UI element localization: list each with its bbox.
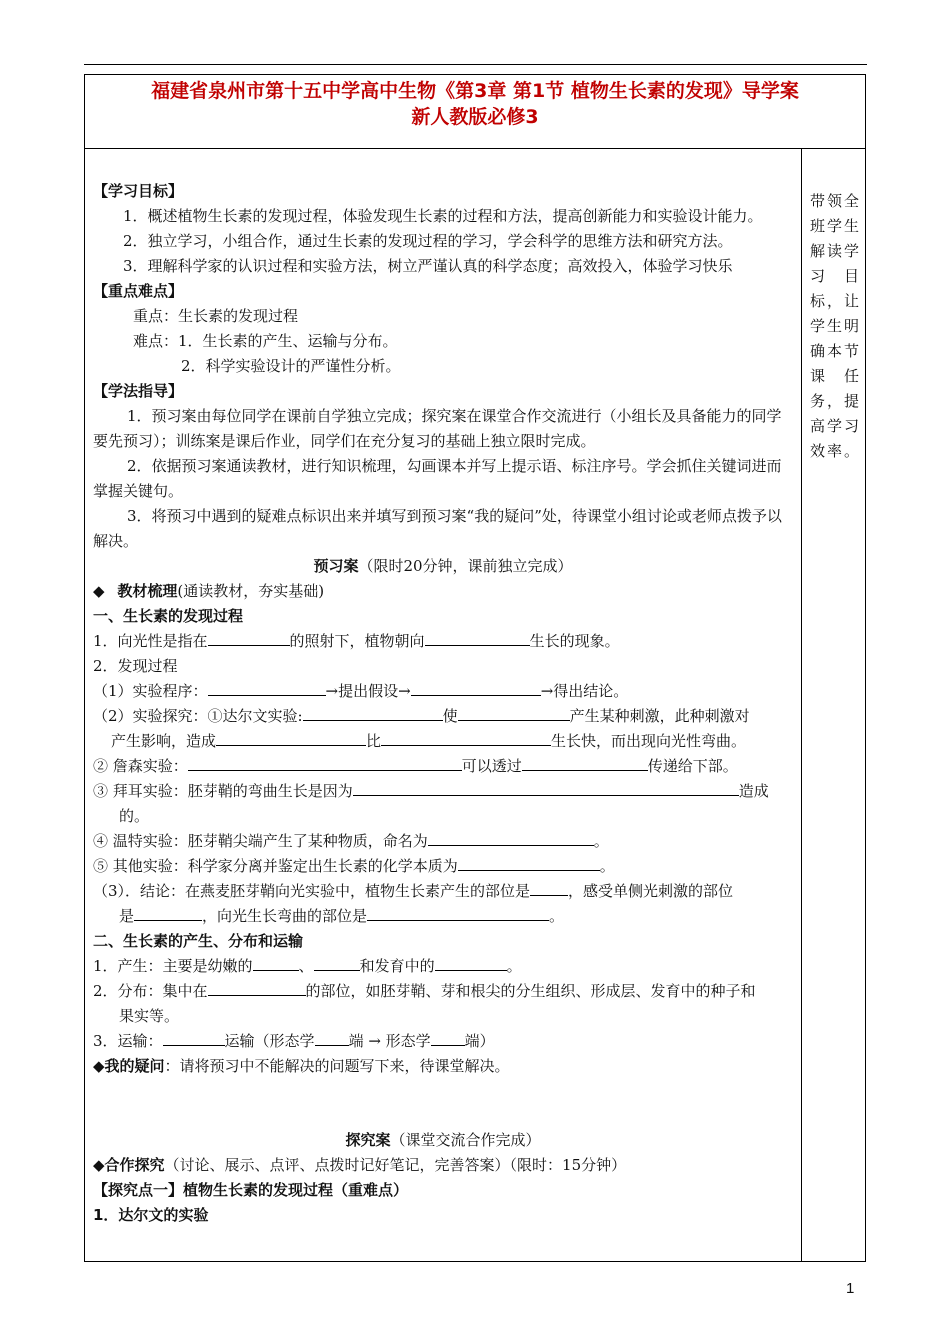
question-2-2	[93, 704, 793, 729]
title-area	[85, 75, 865, 149]
transport-line	[93, 1029, 793, 1054]
answer-blank[interactable]	[522, 754, 648, 771]
conclusion-text-b: ，感受单侧光刺激的部位	[568, 882, 734, 900]
my-doubt-line	[93, 1054, 793, 1079]
question-conclusion	[93, 879, 793, 904]
q2-2-text-f: 生长快，而出现向光性弯曲。	[551, 732, 747, 750]
conclusion-text-d: ，向光生长弯曲的部位是	[202, 907, 368, 925]
q2-2-text-c: 产生某种刺激，此种刺激对	[569, 707, 750, 725]
answer-blank[interactable]	[314, 954, 360, 971]
answer-blank[interactable]	[431, 1029, 465, 1046]
keypoints-heading: 【重点难点】	[93, 282, 184, 300]
other-text-a: ⑤ 其他实验：科学家分离并鉴定出生长素的化学本质为	[93, 857, 458, 875]
q2-2-text-a: （2）实验探究：①达尔文实验:	[93, 707, 303, 725]
production-text-d: 。	[506, 957, 522, 975]
coop-note: （讨论、展示、点评、点拨时记好笔记，完善答案）（限时：15分钟）	[164, 1156, 627, 1174]
answer-blank[interactable]	[315, 1029, 349, 1046]
answer-blank[interactable]	[253, 954, 299, 971]
q2-2-text-b: 使	[442, 707, 458, 725]
q2-1-text-a: （1）实验程序：	[93, 682, 208, 700]
question-jensen	[93, 754, 793, 779]
q2-2-text-d: 产生影响，造成	[111, 732, 217, 750]
answer-blank[interactable]	[367, 904, 549, 921]
question-2-1	[93, 679, 793, 704]
production-line	[93, 954, 793, 979]
question-other	[93, 854, 793, 879]
transport-text-b: 运输（形态学	[224, 1032, 315, 1050]
jensen-text-a: ② 詹森实验：	[93, 757, 188, 775]
answer-blank[interactable]	[134, 904, 202, 921]
question-paal-cont: 的。	[119, 807, 150, 825]
distribution-line-cont: 果实等。	[119, 1007, 180, 1025]
goal-2: 2．独立学习，小组合作，通过生长素的发现过程的学习，学会科学的思维方法和研究方法。	[123, 232, 733, 250]
difficulty-2: 2．科学实验设计的严谨性分析。	[181, 357, 401, 375]
main-content	[85, 149, 802, 1261]
goal-3: 3．理解科学家的认识过程和实验方法，树立严谨认真的科学态度；高效投入，体验学习快乐	[123, 257, 733, 275]
question-went	[93, 829, 793, 854]
q1-text-b: 的照射下，植物朝向	[289, 632, 425, 650]
answer-blank[interactable]	[458, 704, 570, 721]
question-conclusion-cont	[93, 904, 793, 929]
conclusion-text-c: 是	[119, 907, 135, 925]
paal-text-b: 造成	[738, 782, 769, 800]
answer-blank[interactable]	[208, 679, 326, 696]
preview-title-note: （限时20分钟，课前独立完成）	[358, 557, 573, 575]
answer-blank[interactable]	[428, 829, 594, 846]
answer-blank[interactable]	[208, 979, 306, 996]
teacher-side-note: 带领全班学生解读学习目标，让学生明确本节课任务，提高学习效率。	[810, 192, 859, 460]
distribution-text-a: 2．分布：集中在	[93, 982, 208, 1000]
answer-blank[interactable]	[425, 629, 530, 646]
diamond-bullet-icon: ◆	[93, 582, 105, 600]
coop-line	[93, 1153, 793, 1178]
document-title: 福建省泉州市第十五中学高中生物《第3章 第1节 植物生长素的发现》导学案	[151, 80, 799, 102]
difficulty-1: 难点：1．生长素的产生、运输与分布。	[133, 332, 398, 350]
went-text-a: ④ 温特实验：胚芽鞘尖端产生了某种物质，命名为	[93, 832, 428, 850]
transport-text-d: 端）	[464, 1032, 495, 1050]
answer-blank[interactable]	[303, 704, 443, 721]
preview-title	[93, 554, 793, 579]
goal-1: 1．概述植物生长素的发现过程，体验发现生长素的过程和方法，提高创新能力和实验设计能力。	[123, 207, 763, 225]
distribution-line	[93, 979, 793, 1004]
answer-blank[interactable]	[188, 754, 462, 771]
answer-blank[interactable]	[163, 1029, 225, 1046]
answer-blank[interactable]	[208, 629, 290, 646]
paal-text-a: ③ 拜耳实验：胚芽鞘的弯曲生长是因为	[93, 782, 353, 800]
explore-point-1: 【探究点一】植物生长素的发现过程（重难点）	[93, 1181, 409, 1199]
went-text-b: 。	[593, 832, 609, 850]
other-text-b: 。	[599, 857, 615, 875]
production-text-b: 、	[298, 957, 314, 975]
q1-text-a: 1．向光性是指在	[93, 632, 208, 650]
section-2-heading: 二、生长素的产生、分布和运输	[93, 932, 304, 950]
production-text-a: 1．产生：主要是幼嫩的	[93, 957, 253, 975]
answer-blank[interactable]	[353, 779, 739, 796]
answer-blank[interactable]	[411, 679, 541, 696]
header-rule	[84, 64, 867, 65]
question-2: 2．发现过程	[93, 657, 178, 675]
document-frame	[84, 74, 866, 1262]
method-heading: 【学法指导】	[93, 382, 184, 400]
jensen-text-b: 可以透过	[461, 757, 522, 775]
explore-title	[93, 1128, 793, 1153]
method-3: 3．将预习中遇到的疑难点标识出来并填写到预习案“我的疑问”处，待课堂小组讨论或老师点拨予以解决。	[93, 507, 782, 550]
page-number: 1	[846, 1280, 855, 1297]
my-doubt-label: ◆我的疑问	[93, 1057, 165, 1075]
question-paal	[93, 779, 793, 804]
answer-blank[interactable]	[458, 854, 600, 871]
textbook-label: 教材梳理	[117, 582, 178, 600]
preview-title-text: 预习案	[313, 557, 359, 575]
q2-1-text-b: →提出假设→	[325, 682, 411, 700]
document-subtitle: 新人教版必修3	[411, 106, 539, 128]
goals-heading: 【学习目标】	[93, 182, 184, 200]
textbook-line	[93, 579, 793, 604]
answer-blank[interactable]	[530, 879, 568, 896]
conclusion-text-e: 。	[549, 907, 565, 925]
question-2-2-cont	[93, 729, 793, 754]
q1-text-c: 生长的现象。	[529, 632, 620, 650]
conclusion-text-a: （3）．结论：在燕麦胚芽鞘向光实验中，植物生长素产生的部位是	[93, 882, 531, 900]
doubt-answer-space[interactable]	[93, 1079, 793, 1128]
explore-title-note: （课堂交流合作完成）	[390, 1131, 541, 1149]
distribution-text-b: 的部位，如胚芽鞘、芽和根尖的分生组织、形成层、发育中的种子和	[305, 982, 756, 1000]
explore-item-1: 1．达尔文的实验	[93, 1206, 209, 1224]
section-1-heading: 一、生长素的发现过程	[93, 607, 244, 625]
key-point: 重点：生长素的发现过程	[133, 307, 299, 325]
my-doubt-text: ：请将预习中不能解决的问题写下来，待课堂解决。	[164, 1057, 510, 1075]
production-text-c: 和发育中的	[359, 957, 435, 975]
jensen-text-c: 传递给下部。	[647, 757, 738, 775]
method-2: 2．依据预习案通读教材，进行知识梳理，勾画课本并写上提示语、标注序号。学会抓住关键词进而掌握关键句。	[93, 457, 782, 500]
q2-2-text-e: 比	[366, 732, 382, 750]
coop-label: ◆合作探究	[93, 1156, 165, 1174]
answer-blank[interactable]	[381, 729, 551, 746]
textbook-note: (通读教材，夯实基础)	[177, 582, 325, 600]
answer-blank[interactable]	[216, 729, 366, 746]
q2-1-text-c: →得出结论。	[540, 682, 629, 700]
question-1	[93, 629, 793, 654]
answer-blank[interactable]	[435, 954, 507, 971]
transport-text-a: 3．运输：	[93, 1032, 163, 1050]
transport-text-c: 端 → 形态学	[348, 1032, 431, 1050]
method-1: 1．预习案由每位同学在课前自学独立完成；探究案在课堂合作交流进行（小组长及具备能力的同学要先预习）；训练案是课后作业，同学们在充分复习的基础上独立限时完成。	[93, 407, 782, 450]
explore-title-text: 探究案	[345, 1131, 391, 1149]
